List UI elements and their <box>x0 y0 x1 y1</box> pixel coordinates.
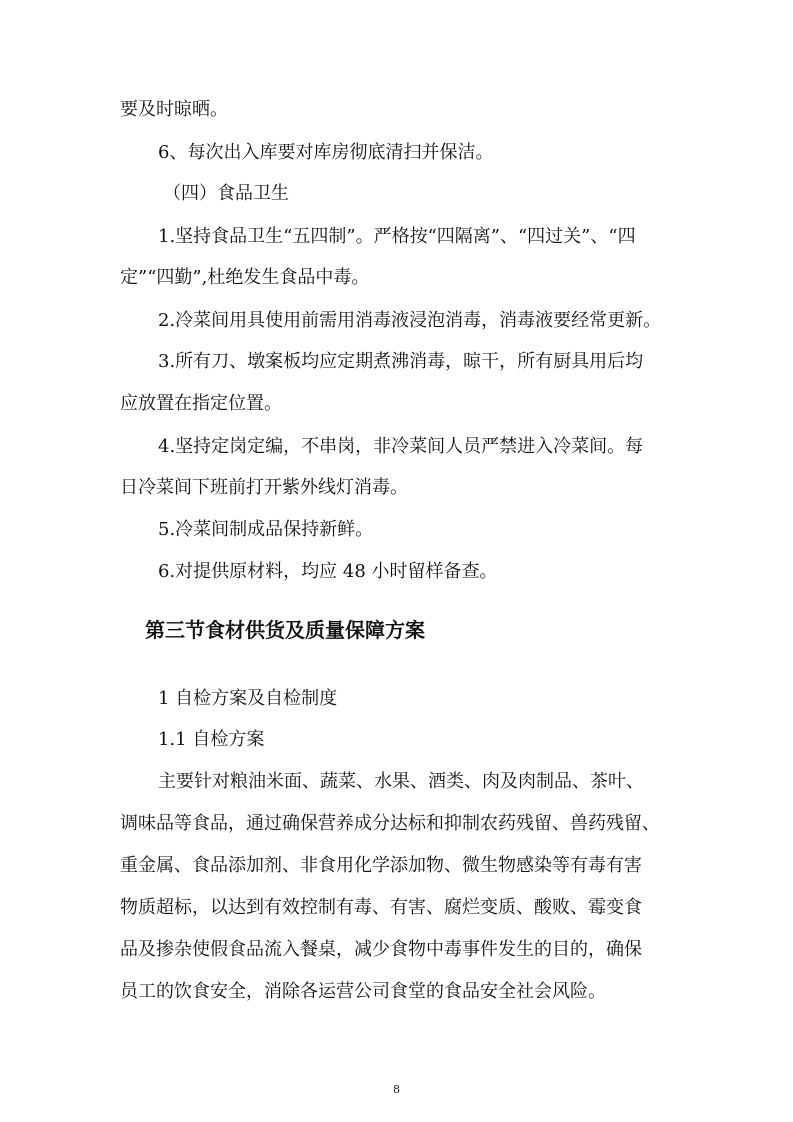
paragraph-line: 2.冷菜间用具使用前需用消毒液浸泡消毒，消毒液要经常更新。 <box>158 310 662 331</box>
paragraph-line: 重金属、食品添加剂、非食用化学添加物、微生物感染等有毒有害 <box>120 855 642 876</box>
paragraph-line: 应放置在指定位置。 <box>120 393 282 414</box>
paragraph-line: 定”“四勤”,杜绝发生食品中毒。 <box>120 267 370 288</box>
subsection-title: 1.1 自检方案 <box>158 729 265 750</box>
paragraph-line: 员工的饮食安全，消除各运营公司食堂的食品安全社会风险。 <box>120 981 606 1002</box>
page-number: 8 <box>393 1083 400 1096</box>
section-heading: 第三节食材供货及质量保障方案 <box>145 618 425 642</box>
paragraph-line: 3.所有刀、墩案板均应定期煮沸消毒，晾干，所有厨具用后均 <box>158 351 644 372</box>
subsection-title: （四）食品卫生 <box>163 183 289 204</box>
paragraph-line: 调味品等食品，通过确保营养成分达标和抑制农药残留、兽药残留、 <box>120 813 660 834</box>
paragraph-line: 1.坚持食品卫生“五四制”。严格按“四隔离”、“四过关”、“四 <box>158 226 636 247</box>
paragraph-line: 6.对提供原材料，均应 48 小时留样备查。 <box>158 561 498 582</box>
paragraph-line: 6、每次出入库要对库房彻底清扫并保洁。 <box>158 142 494 163</box>
paragraph-line: 5.冷菜间制成品保持新鲜。 <box>158 519 374 540</box>
paragraph-line: 物质超标，以达到有效控制有毒、有害、腐烂变质、酸败、霉变食 <box>120 897 642 918</box>
subsection-title: 1 自检方案及自检制度 <box>158 688 338 709</box>
paragraph-line: 主要针对粮油米面、蔬菜、水果、酒类、肉及肉制品、茶叶、 <box>158 771 644 792</box>
paragraph-line: 要及时晾晒。 <box>120 99 228 120</box>
paragraph-line: 4.坚持定岗定编，不串岗，非冷菜间人员严禁进入冷菜间。每 <box>158 436 644 457</box>
paragraph-line: 日冷菜间下班前打开紫外线灯消毒。 <box>120 477 408 498</box>
paragraph-line: 品及掺杂使假食品流入餐桌，减少食物中毒事件发生的目的，确保 <box>120 939 642 960</box>
